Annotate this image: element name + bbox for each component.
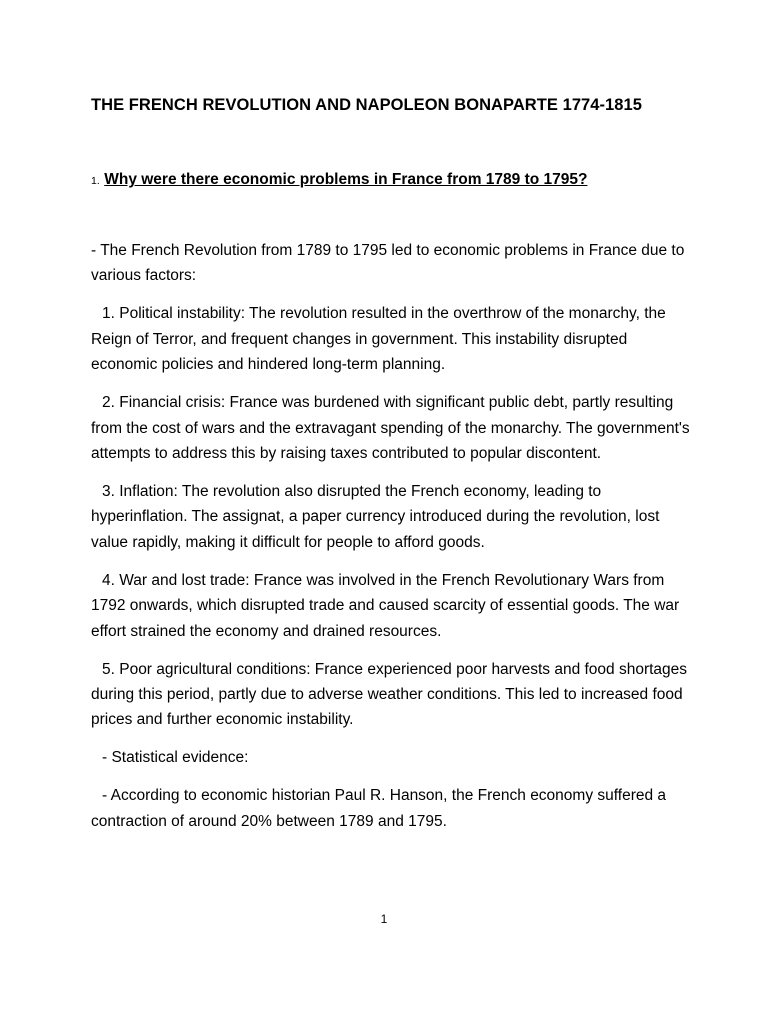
factor-war-and-trade: 4. War and lost trade: France was involved in the French Revolutionary Wars from 1792 onwards, which disrupted trade and caused scarcity of essential goods. The war effort strained the economy and drained resources. — [91, 571, 680, 640]
answer-body — [91, 238, 691, 847]
intro-paragraph: - The French Revolution from 1789 to 1795 led to economic problems in France due to various factors: — [91, 242, 685, 285]
document-title: THE FRENCH REVOLUTION AND NAPOLEON BONAPARTE 1774-1815 — [91, 96, 642, 114]
factor-inflation: 3. Inflation: The revolution also disrupted the French economy, leading to hyperinflation. The assignat, a paper currency introduced during the revolution, lost value rapidly, making it difficult for people to afford goods. — [91, 483, 660, 551]
question-heading — [91, 171, 587, 189]
page-number: 1 — [380, 912, 388, 926]
factor-financial-crisis: 2. Financial crisis: France was burdened with significant public debt, partly resulting from the cost of wars and the extravagant spending of the monarchy. The government's attempts to address this by raising taxes contributed to popular discontent. — [91, 394, 690, 463]
question-number: 1. — [91, 175, 100, 187]
statistical-evidence-paragraph: - According to economic historian Paul R. Hanson, the French economy suffered a contraction of around 20% between 1789 and 1795. — [91, 787, 667, 830]
factor-political-instability: 1. Political instability: The revolution resulted in the overthrow of the monarchy, the Reign of Terror, and frequent changes in government. This instability disrupted economic policies and hindered long-term planning. — [91, 305, 666, 374]
factor-agriculture: 5. Poor agricultural conditions: France experienced poor harvests and food shortages during this period, partly due to adverse weather conditions. This led to increased food prices and further economic instability. — [91, 660, 688, 729]
statistical-evidence-heading: - Statistical evidence: — [102, 749, 249, 767]
question-text: Why were there economic problems in France from 1789 to 1795? — [104, 171, 588, 188]
